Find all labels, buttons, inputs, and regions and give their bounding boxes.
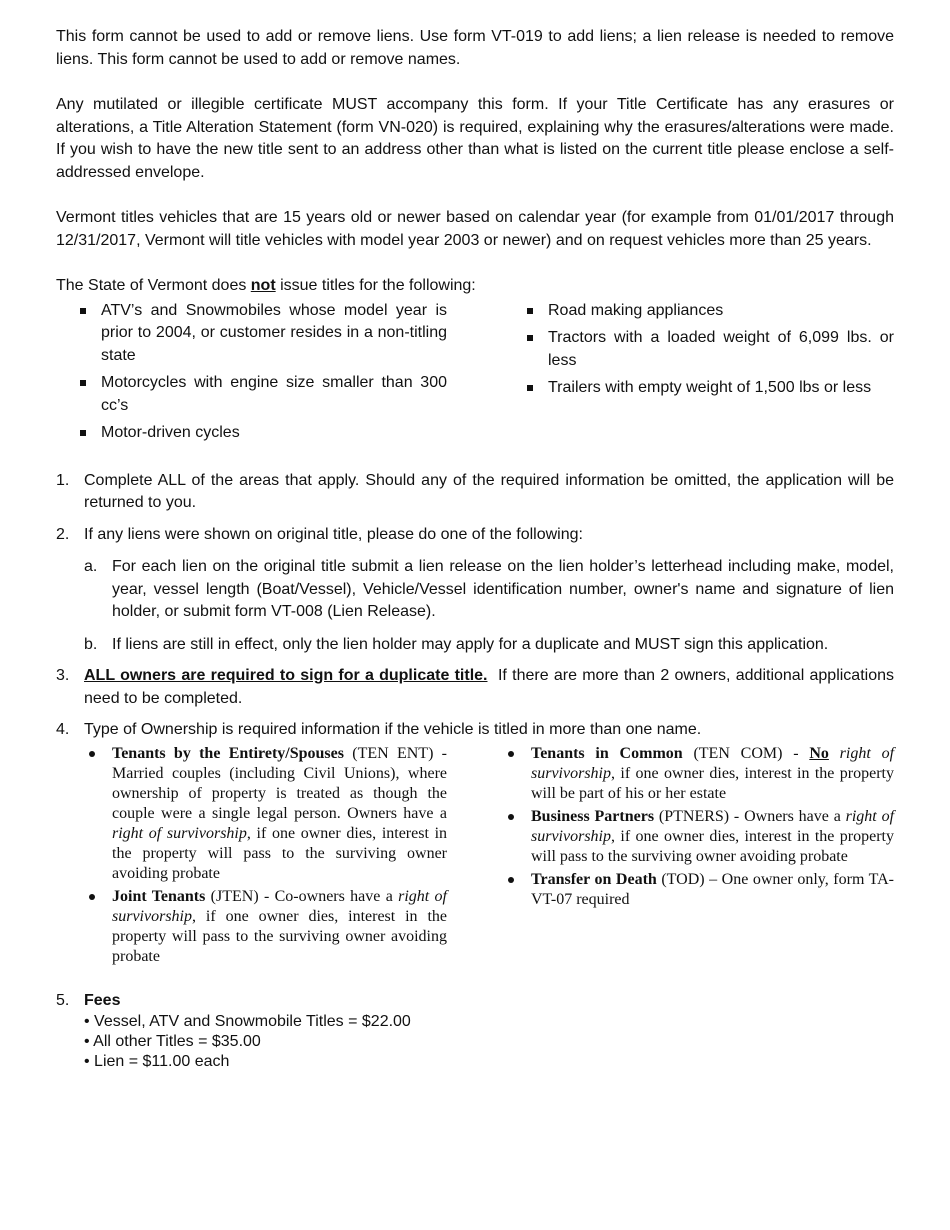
fee-item: • Lien = $11.00 each — [84, 1053, 230, 1070]
not-issue-right-column — [503, 300, 894, 450]
instructions-page — [56, 26, 899, 1081]
substep-letter: b. — [84, 635, 98, 653]
ownership-transfer-on-death — [503, 870, 894, 910]
step-text: If any liens were shown on original title, please do one of the following: — [84, 525, 583, 543]
numbered-steps — [56, 470, 899, 1073]
ownership-survivorship: right of survivorship — [112, 824, 247, 842]
step-2 — [56, 524, 894, 657]
ownership-desc: (JTEN) - Co-owners have a — [205, 887, 399, 905]
ownership-desc-tail: , if one owner dies, interest in the property will pass to the surviving owner avoiding probate — [112, 907, 447, 965]
ownership-desc-tail: , if one owner dies, interest in the property will be part of his or her estate — [531, 764, 894, 802]
step-3 — [56, 665, 899, 710]
ownership-name: Joint Tenants — [112, 887, 206, 905]
substep-letter: a. — [84, 558, 98, 575]
step-text: Type of Ownership is required information if the vehicle is titled in more than one name. — [84, 721, 702, 738]
lien-notice-paragraph: This form cannot be used to add or remove liens. Use form VT-019 to add liens; a lien release is needed to remove liens. This form cannot be used to add or remove names. — [56, 28, 894, 68]
list-item: Road making appliances — [503, 300, 894, 323]
ownership-joint-tenants — [84, 887, 447, 967]
list-item: Motor-driven cycles — [56, 422, 447, 445]
step-2a — [84, 556, 894, 624]
ownership-tenants-common — [503, 744, 894, 804]
mutilated-certificate-paragraph: Any mutilated or illegible certificate MUST accompany this form. If your Title Certificate has any erasures or alterations, a Title Alteration Statement (form VN-020) is required, explaining why the erasures/alterations were made. If you wish to have the new title sent to an address other than what is listed on the current title please enclose a self-addressed envelope. — [56, 96, 894, 181]
step-number: 1. — [56, 471, 70, 489]
step-number: 4. — [56, 721, 70, 738]
ownership-tenants-entirety — [84, 744, 447, 884]
ownership-types — [84, 744, 894, 970]
step-5-fees — [56, 990, 894, 1073]
ownership-name: Tenants by the Entirety/Spouses — [112, 744, 344, 762]
list-item: Trailers with empty weight of 1,500 lbs or less — [503, 377, 894, 400]
vehicle-age-paragraph: Vermont titles vehicles that are 15 years old or newer based on calendar year (for example from 01/01/2017 through 12/31/2017, Vermont will title vehicles with model year 2003 or newer) and on request vehicles more than 25 years. — [56, 209, 894, 249]
step-text: If there are more than 2 owners, additional applications need to be completed. — [84, 667, 899, 707]
step-number: 2. — [56, 525, 70, 543]
ownership-name: Transfer on Death — [531, 870, 657, 888]
substep-text: If liens are still in effect, only the lien holder may apply for a duplicate and MUST sign this application. — [112, 635, 829, 653]
ownership-survivorship: right of survivorship — [531, 744, 895, 782]
signature-requirement: ALL owners are required to sign for a duplicate title. — [84, 667, 488, 684]
step-number: 3. — [56, 667, 70, 684]
ownership-name: Tenants in Common — [531, 744, 683, 762]
ownership-desc-tail: (TOD) – One owner only, form TA-VT-07 required — [531, 870, 894, 908]
ownership-right-column — [503, 744, 894, 970]
ownership-survivorship: right of survivorship — [112, 887, 447, 925]
ownership-no: No — [809, 744, 829, 762]
not-issue-lead — [56, 275, 894, 298]
lead-text-before: The State of Vermont does — [56, 277, 251, 294]
list-item: ATV’s and Snowmobiles whose model year is prior to 2004, or customer resides in a non-titling state — [56, 300, 447, 368]
step-text: Complete ALL of the areas that apply. Should any of the required information be omitted, the application will be returned to you. — [84, 471, 894, 511]
ownership-desc-tail: , if one owner dies, interest in the property will pass to the surviving owner avoiding probate — [531, 827, 894, 865]
fees-title: Fees — [84, 991, 121, 1009]
ownership-desc: (TEN COM) - — [682, 744, 810, 762]
lead-text-after: issue titles for the following: — [275, 277, 476, 294]
ownership-left-column — [84, 744, 447, 970]
fee-item: • All other Titles = $35.00 — [84, 1033, 261, 1050]
step-1 — [56, 470, 894, 515]
not-issue-left-column — [56, 300, 447, 450]
fee-item: • Vessel, ATV and Snowmobile Titles = $22.00 — [84, 1013, 411, 1030]
lead-emphasis: not — [250, 277, 276, 294]
ownership-survivorship: right of survivorship — [531, 807, 895, 845]
ownership-name: Business Partners — [531, 807, 655, 825]
not-issue-lists — [56, 300, 894, 450]
ownership-desc-tail: , if one owner dies, interest in the property will pass to the surviving owner avoiding probate — [112, 824, 448, 882]
ownership-business-partners — [503, 807, 894, 867]
ownership-desc: (PTNERS) - Owners have a — [654, 807, 846, 825]
step-4 — [56, 719, 894, 970]
ownership-desc: (TEN ENT) - Married couples (including Civil Unions), where ownership of property is treated as though the couple were a single legal person. Owners have a — [112, 744, 447, 822]
substep-text: For each lien on the original title submit a lien release on the lien holder’s letterhead including make, model, year, vessel length (Boat/Vessel), Vehicle/Vessel identification number, owner's name and signature of lien holder, or submit form VT-008 (Lien Release). — [112, 558, 894, 620]
step-number: 5. — [56, 991, 70, 1009]
step-2b — [84, 634, 894, 657]
list-item: Motorcycles with engine size smaller than 300 cc’s — [56, 372, 447, 417]
list-item: Tractors with a loaded weight of 6,099 lbs. or less — [503, 327, 894, 372]
